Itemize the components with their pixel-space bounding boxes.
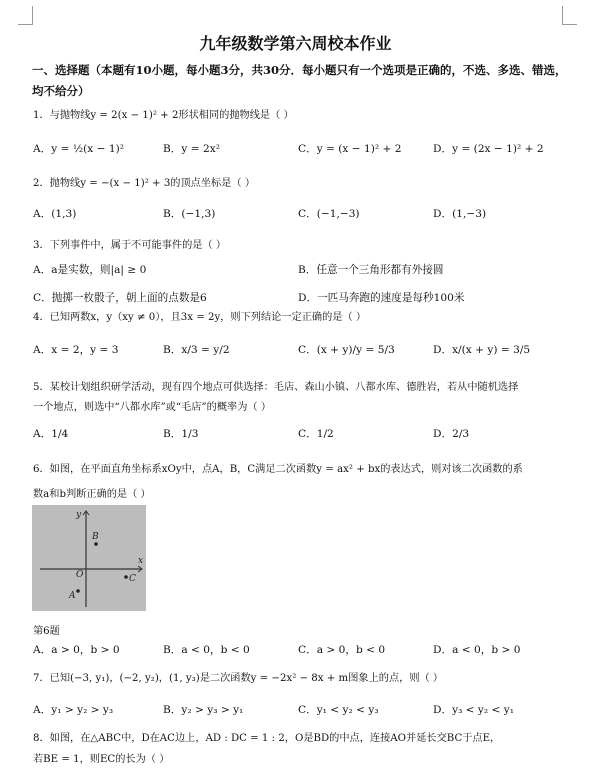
question-3-stem: 3．下列事件中，属于不可能事件的是（ ）: [33, 240, 227, 251]
y-axis-label: y: [76, 510, 82, 520]
question-3-option-c: C．抛掷一枚骰子，朝上面的点数是6: [33, 292, 207, 304]
question-7-option-b: B．y₂ > y₃ > y₁: [163, 704, 244, 716]
question-1-stem: 1．与抛物线y = 2(x − 1)² + 2形状相同的抛物线是（ ）: [33, 110, 294, 121]
figure-caption: 第6题: [33, 626, 60, 637]
question-5-option-c: C．1/2: [298, 428, 334, 440]
question-4-option-a: A．x = 2，y = 3: [33, 344, 119, 356]
question-6-figure: [32, 505, 146, 611]
question-5-stem-line2: 一个地点，则选中“八都水库”或“毛店”的概率为（ ）: [33, 402, 272, 413]
point-a-label: A: [69, 591, 76, 601]
corner-mark-right: [562, 6, 577, 25]
corner-mark-left: [18, 6, 33, 25]
question-7-stem: 7．已知(−3, y₁)，(−2, y₂)，(1, y₃)是二次函数y = −2x² − 8x + m图象上的点，则（ ）: [33, 673, 444, 684]
question-7-option-a: A．y₁ > y₂ > y₃: [33, 704, 114, 716]
question-2-stem: 2．抛物线y = −(x − 1)² + 3的顶点坐标是（ ）: [33, 178, 256, 189]
section-header: 一、选择题（本题有10小题，每小题3分，共30分．每小题只有一个选项是正确的，不选、多选、错选，均不给分）: [32, 63, 567, 98]
question-5-option-d: D．2/3: [433, 428, 470, 440]
question-3-option-d: D．一匹马奔跑的速度是每秒100米: [298, 292, 465, 304]
question-6-option-d: D．a < 0，b > 0: [433, 644, 521, 656]
question-6-option-a: A．a > 0，b > 0: [33, 644, 120, 656]
question-6-option-c: C．a > 0，b < 0: [298, 644, 386, 656]
question-5-stem-line1: 5．某校计划组织研学活动，现有四个地点可供选择：毛店、森山小镇、八都水库、德胜岩，若从中随机选择: [33, 382, 519, 393]
question-4-option-d: D．x/(x + y) = 3/5: [433, 344, 531, 356]
question-7-option-d: D．y₃ < y₂ < y₁: [433, 704, 515, 716]
question-1-option-c: C．y = (x − 1)² + 2: [298, 143, 402, 155]
question-8-stem-line1: 8．如图，在△ABC中，D在AC边上，AD : DC = 1 : 2，O是BD的中点，连接AO并延长交BC于点E，: [33, 733, 501, 744]
origin-label: O: [76, 570, 84, 580]
question-5-option-a: A．1/4: [33, 428, 69, 440]
question-1-option-d: D．y = (2x − 1)² + 2: [433, 143, 544, 155]
question-4-option-b: B．x/3 = y/2: [163, 344, 230, 356]
question-5-option-b: B．1/3: [163, 428, 199, 440]
question-4-stem: 4．已知两数x，y（xy ≠ 0），且3x = 2y，则下列结论一定正确的是（ ）: [33, 312, 367, 323]
question-6-option-b: B．a < 0，b < 0: [163, 644, 250, 656]
question-2-option-d: D．(1,−3): [433, 208, 487, 220]
question-3-option-a: A．a是实数，则|a| ≥ 0: [33, 264, 147, 276]
point-c-label: C: [129, 574, 136, 584]
question-8-stem-line2: 若BE = 1，则EC的长为（ ）: [33, 754, 170, 765]
point-b-label: B: [92, 532, 99, 542]
question-3-option-b: B．任意一个三角形都有外接圆: [298, 264, 444, 276]
question-1-option-b: B．y = 2x²: [163, 143, 220, 155]
x-axis-label: x: [138, 556, 144, 566]
coordinate-graph: [32, 505, 146, 611]
question-2-option-b: B．(−1,3): [163, 208, 216, 220]
question-1-option-a: A．y = ½(x − 1)²: [33, 143, 124, 155]
question-6-stem-line1: 6．如图，在平面直角坐标系xOy中，点A，B，C满足二次函数y = ax² + bx的表达式，则对该二次函数的系: [33, 464, 523, 475]
question-7-option-c: C．y₁ < y₂ < y₃: [298, 704, 379, 716]
page-title: 九年级数学第六周校本作业: [199, 34, 392, 53]
question-6-stem-line2: 数a和b判断正确的是（ ）: [33, 489, 151, 500]
question-2-option-a: A．(1,3): [33, 208, 77, 220]
question-2-option-c: C．(−1,−3): [298, 208, 360, 220]
question-4-option-c: C．(x + y)/y = 5/3: [298, 344, 395, 356]
